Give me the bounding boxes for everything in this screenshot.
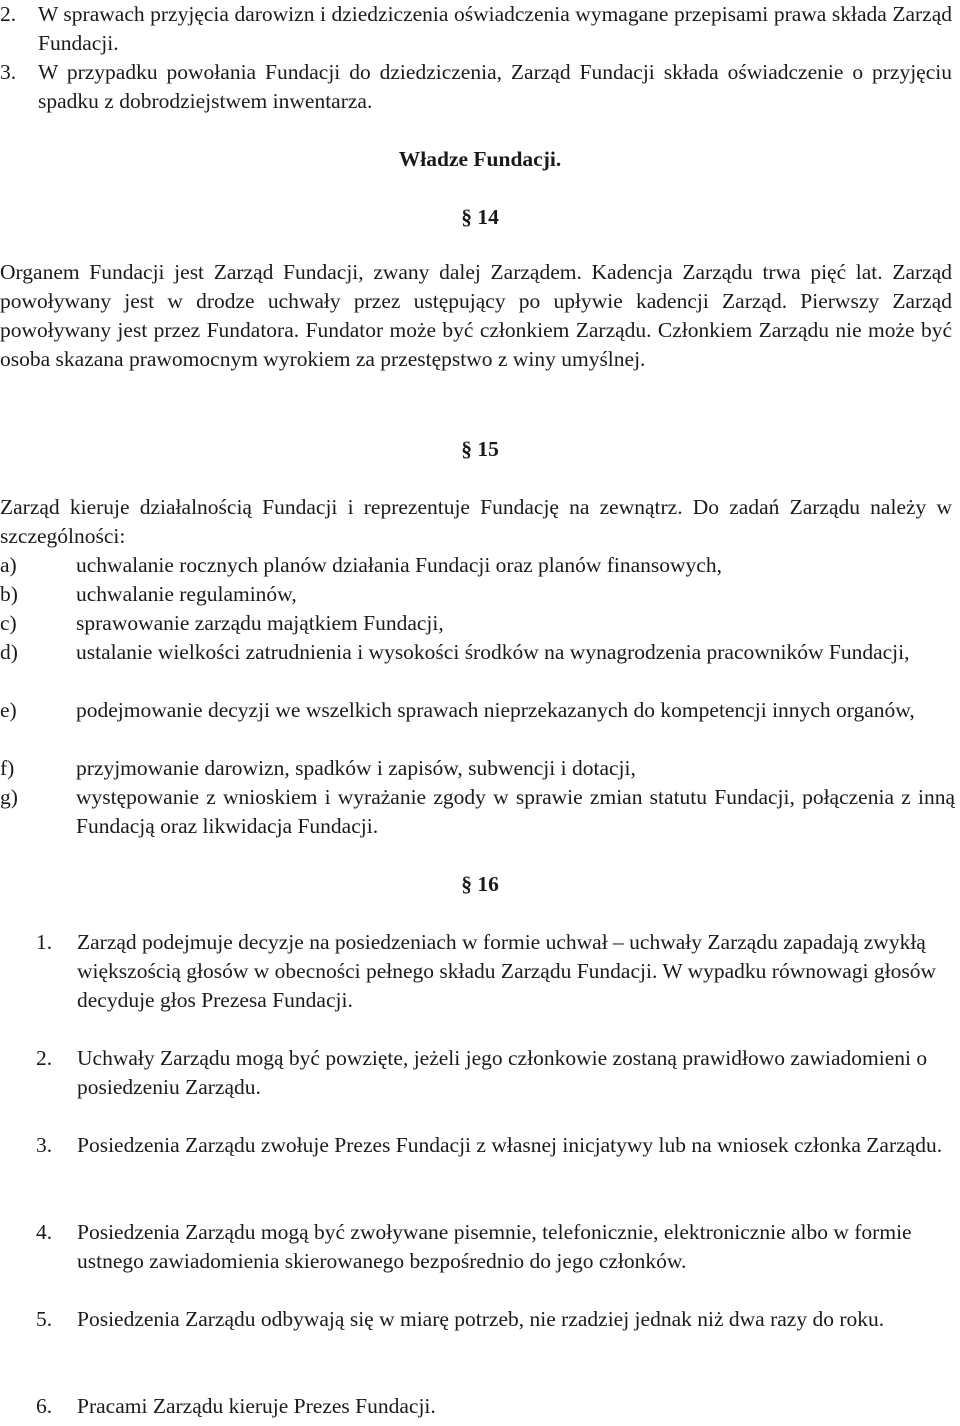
list-item-number: 2. bbox=[36, 1046, 53, 1070]
list-item-text: uchwalanie rocznych planów działania Fundacji oraz planów finansowych, bbox=[76, 553, 722, 577]
intro-item-text: W sprawach przyjęcia darowizn i dziedziczenia oświadczenia wymagane przepisami prawa składa Zarząd Fundacji. bbox=[38, 2, 952, 55]
list-item-text: podejmowanie decyzji we wszelkich sprawach nieprzekazanych do kompetencji innych organów, bbox=[76, 698, 915, 722]
list-item-number: 6. bbox=[36, 1394, 53, 1418]
paragraph-14-text: Organem Fundacji jest Zarząd Fundacji, zwany dalej Zarządem. Kadencja Zarządu trwa pięć lat. Zarząd powoływany jest w drodze uchwały przez ustępujący po upływie kadencji Zarząd. Pierwszy Zarząd powoływany jest przez Fundatora. Fundator może być członkiem Zarządu. Członkiem Zarządu nie może być osoba skazana prawomocnym wyrokiem za przestępstwo z winy umyślnej. bbox=[0, 260, 952, 371]
list-item-text: Posiedzenia Zarządu odbywają się w miarę potrzeb, nie rzadziej jednak niż dwa razy do roku. bbox=[77, 1307, 885, 1331]
intro-item-number: 2. bbox=[0, 2, 17, 26]
list-item-text: ustalanie wielkości zatrudnienia i wysokości środków na wynagrodzenia pracowników Fundacji, bbox=[76, 640, 910, 664]
paragraph-16-heading: § 16 bbox=[461, 872, 499, 896]
section-title: Władze Fundacji. bbox=[398, 147, 562, 171]
list-item-letter: c) bbox=[0, 611, 17, 635]
list-item-text: Pracami Zarządu kieruje Prezes Fundacji. bbox=[77, 1394, 436, 1418]
intro-item-text: W przypadku powołania Fundacji do dziedziczenia, Zarząd Fundacji składa oświadczenie o przyjęciu spadku z dobrodziejstwem inwentarza. bbox=[38, 60, 952, 113]
list-item-number: 1. bbox=[36, 930, 53, 954]
list-item-letter: a) bbox=[0, 553, 17, 577]
list-item-letter: f) bbox=[0, 756, 15, 780]
list-item-letter: e) bbox=[0, 698, 17, 722]
list-item-letter: g) bbox=[0, 785, 18, 809]
list-item-number: 4. bbox=[36, 1220, 53, 1244]
list-item-text: Posiedzenia Zarządu zwołuje Prezes Fundacji z własnej inicjatywy lub na wniosek członka Zarządu. bbox=[77, 1133, 943, 1157]
paragraph-15-intro: Zarząd kieruje działalnością Fundacji i reprezentuje Fundację na zewnątrz. Do zadań Zarządu należy w szczególności: bbox=[0, 495, 952, 548]
paragraph-14-heading: § 14 bbox=[461, 205, 499, 229]
list-item-number: 5. bbox=[36, 1307, 53, 1331]
list-item-letter: b) bbox=[0, 582, 18, 606]
list-item-text: Zarząd podejmuje decyzje na posiedzeniach w formie uchwał – uchwały Zarządu zapadają zwykłą większością głosów w obecności pełnego składu Zarządu Fundacji. W wypadku równowagi głosów decyduje głos Prezesa Fundacji. bbox=[77, 930, 937, 1012]
list-item-text: Uchwały Zarządu mogą być powzięte, jeżeli jego członkowie zostaną prawidłowo zawiadomieni o posiedzeniu Zarządu. bbox=[77, 1046, 928, 1099]
list-item-text: Posiedzenia Zarządu mogą być zwoływane pisemnie, telefonicznie, elektronicznie albo w formie ustnego zawiadomienia skierowanego bezpośrednio do jego członków. bbox=[77, 1220, 912, 1273]
intro-item-number: 3. bbox=[0, 60, 17, 84]
list-item-letter: d) bbox=[0, 640, 18, 664]
list-item-text: sprawowanie zarządu majątkiem Fundacji, bbox=[76, 611, 444, 635]
list-item-text: uchwalanie regulaminów, bbox=[76, 582, 297, 606]
intro-item-3 bbox=[0, 58, 952, 116]
intro-item-2 bbox=[0, 0, 952, 58]
list-item-text: przyjmowanie darowizn, spadków i zapisów, subwencji i dotacji, bbox=[76, 756, 636, 780]
list-item-text: występowanie z wnioskiem i wyrażanie zgody w sprawie zmian statutu Fundacji, połączenia z inną Fundacją oraz likwidacja Fundacji. bbox=[76, 785, 955, 838]
paragraph-15-heading: § 15 bbox=[461, 437, 499, 461]
list-item-number: 3. bbox=[36, 1133, 53, 1157]
